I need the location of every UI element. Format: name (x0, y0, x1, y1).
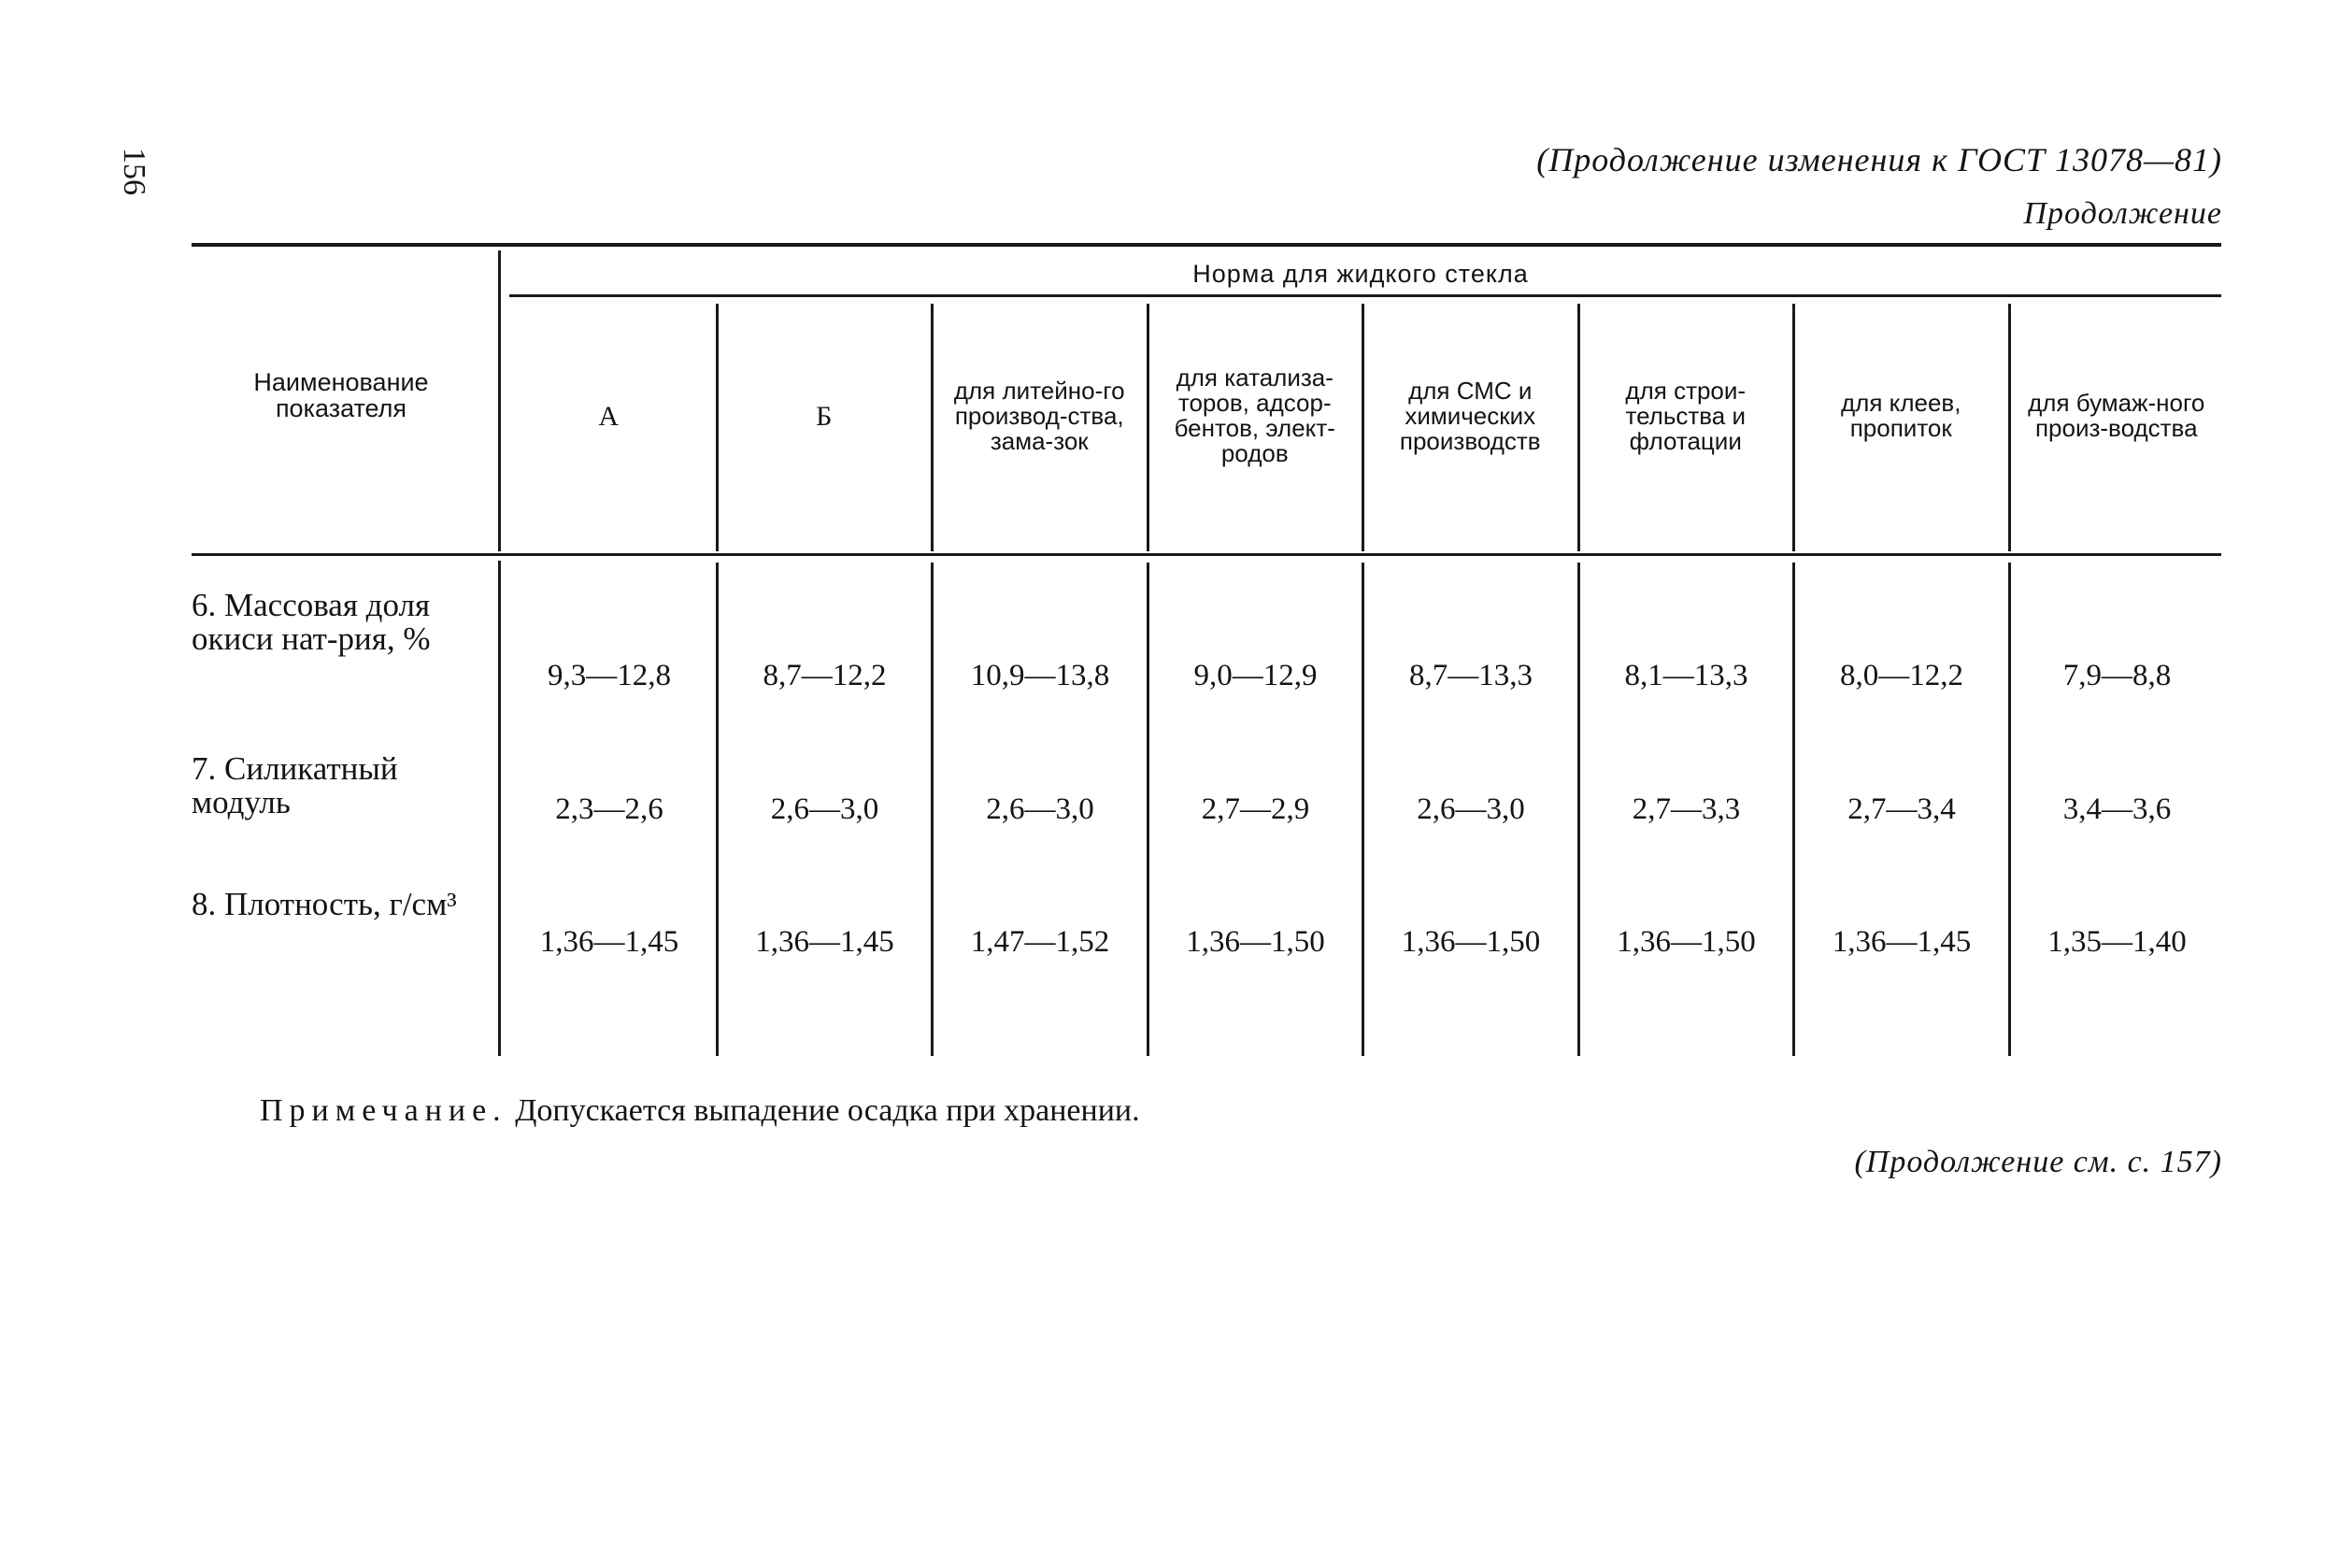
rule-header-bottom (192, 553, 2221, 556)
table-cell: 10,9—13,8 (970, 659, 1110, 692)
column-rule (716, 563, 719, 1056)
column-rule (1147, 563, 1149, 1056)
column-rule (931, 563, 934, 1056)
table-cell: 2,3—2,6 (555, 792, 663, 826)
column-header: для бумаж-ного произ-водства (2028, 389, 2205, 442)
table-cell: 8,7—12,2 (763, 659, 887, 692)
continuation-reference: (Продолжение см. с. 157) (1854, 1145, 2222, 1179)
table-cell: 2,7—2,9 (1201, 792, 1310, 826)
column-rule (716, 304, 719, 551)
table-cell: 2,7—3,4 (1847, 792, 1956, 826)
footnote-text: Допускается выпадение осадка при хранении. (506, 1093, 1140, 1128)
table-cell: 3,4—3,6 (2062, 792, 2172, 826)
column-rule (1577, 563, 1580, 1056)
table-cell: 8,7—13,3 (1409, 659, 1533, 692)
parameter-name: 6. Массовая доля окиси нат-рия, % (192, 587, 431, 657)
table-cell: 2,6—3,0 (770, 792, 879, 826)
column-header: для литейно-го производ-ства, зама-зок (953, 376, 1125, 455)
page-number: 156 (117, 148, 151, 195)
table-cell: 7,9—8,8 (2062, 659, 2172, 692)
rule-top (192, 243, 2221, 247)
running-head: (Продолжение изменения к ГОСТ 13078—81) (1536, 141, 2222, 178)
table-cell: 9,0—12,9 (1193, 659, 1318, 692)
column-rule (1362, 563, 1364, 1056)
column-rule (931, 304, 934, 551)
table-cell: 1,36—1,50 (1401, 925, 1541, 959)
table-cell: 9,3—12,8 (548, 659, 671, 692)
parameter-name: 7. Силикатный модуль (192, 750, 398, 820)
table-cell: 2,7—3,3 (1632, 792, 1741, 826)
column-rule (2008, 304, 2011, 551)
table-cell: 8,1—13,3 (1624, 659, 1748, 692)
column-rule (1577, 304, 1580, 551)
column-rule (1362, 304, 1364, 551)
continued-label: Продолжение (2023, 196, 2222, 231)
table-cell: 2,6—3,0 (1417, 792, 1525, 826)
column-header: для клеев, пропиток (1841, 389, 1961, 442)
table-cell: 1,36—1,45 (755, 925, 894, 959)
parameter-name: 8. Плотность, г/см³ (192, 886, 457, 922)
column-header: для строи-тельства и флотации (1625, 376, 1747, 455)
row-header: Наименование показателя (253, 368, 429, 422)
column-rule (1792, 563, 1795, 1056)
column-rule (1147, 304, 1149, 551)
column-rule (2008, 563, 2011, 1056)
column-header: А (598, 400, 620, 432)
table-cell: 2,6—3,0 (986, 792, 1094, 826)
table-cell: 1,36—1,45 (1832, 925, 1972, 959)
column-header: Б (816, 400, 833, 432)
footnote-label: Примечание. (260, 1093, 507, 1128)
table-cell: 1,36—1,50 (1186, 925, 1325, 959)
table-cell: 1,36—1,50 (1617, 925, 1756, 959)
column-rule (1792, 304, 1795, 551)
footnote (260, 1093, 1140, 1129)
column-header: для СМС и химических производств (1399, 376, 1541, 455)
column-header: для катализа-торов, адсор-бентов, элект-родов (1174, 363, 1335, 467)
rule-group (509, 294, 2221, 297)
table-cell: 1,36—1,45 (539, 925, 679, 959)
group-header: Норма для жидкого стекла (1192, 260, 1529, 288)
table-cell: 1,47—1,52 (970, 925, 1110, 959)
table-cell: 8,0—12,2 (1840, 659, 1963, 692)
table-cell: 1,35—1,40 (2047, 925, 2187, 959)
